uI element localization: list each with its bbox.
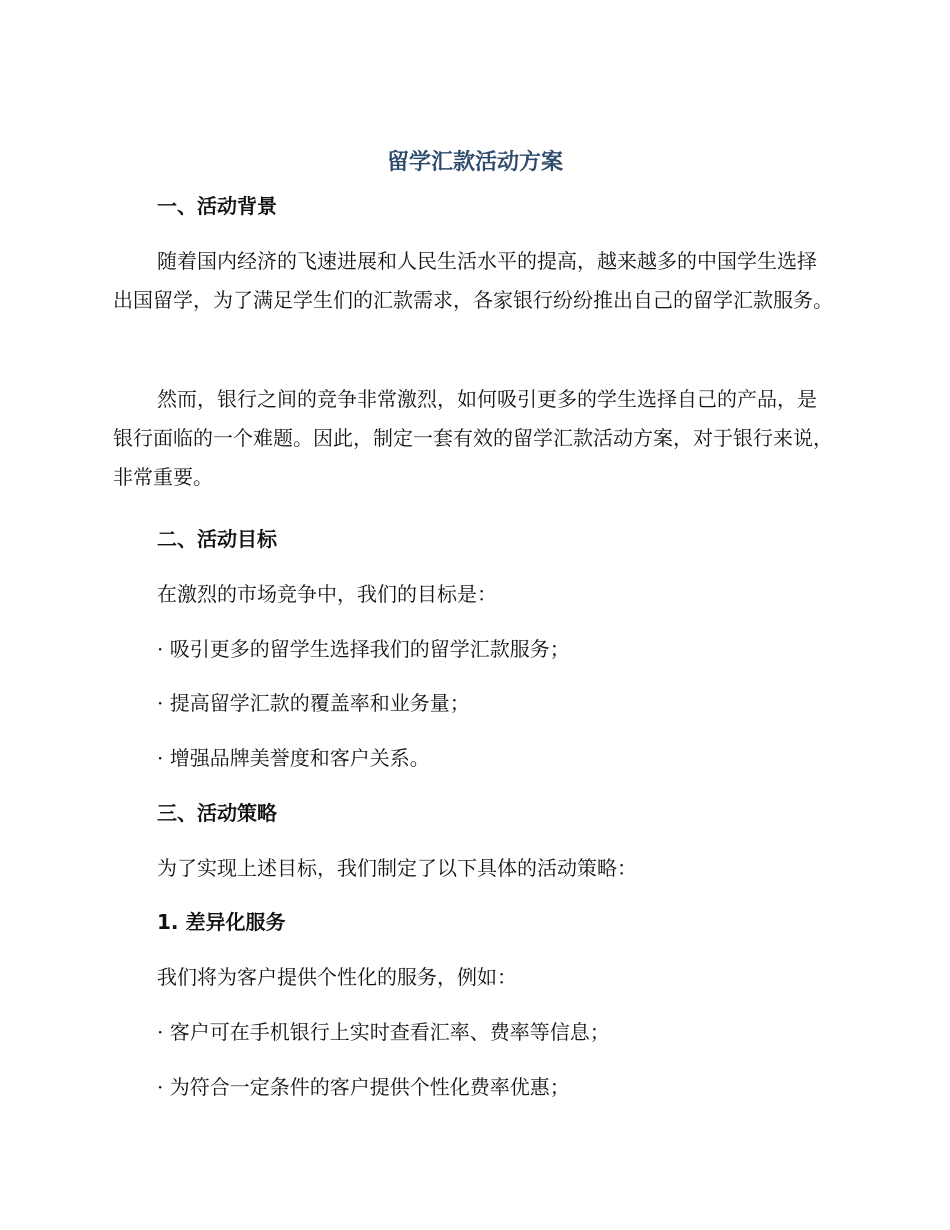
strategy-intro: 为了实现上述目标，我们制定了以下具体的活动策略： <box>157 856 637 880</box>
background-paragraph-2: 然而，银行之间的竞争非常激烈，如何吸引更多的学生选择自己的产品，是银行面临的一个难题。因此，制定一套有效的留学汇款活动方案，对于银行来说，非常重要。 <box>113 387 833 489</box>
goal-item: · 增强品牌美誉度和客户关系。 <box>157 746 430 770</box>
goals-intro: 在激烈的市场竞争中，我们的目标是： <box>157 582 497 606</box>
goal-item: · 吸引更多的留学生选择我们的留学汇款服务； <box>157 637 570 661</box>
goal-item: · 提高留学汇款的覆盖率和业务量； <box>157 691 470 715</box>
service-item: · 客户可在手机银行上实时查看汇率、费率等信息； <box>157 1020 610 1044</box>
section-heading-goals: 二、活动目标 <box>157 527 277 551</box>
background-paragraph-1: 随着国内经济的飞速进展和人民生活水平的提高，越来越多的中国学生选择出国留学，为了满足学生们的汇款需求，各家银行纷纷推出自己的留学汇款服务。 <box>113 249 833 312</box>
subsection-heading-differentiated-service: 1. 差异化服务 <box>157 910 286 934</box>
service-item: · 为符合一定条件的客户提供个性化费率优惠； <box>157 1075 570 1099</box>
differentiated-service-intro: 我们将为客户提供个性化的服务，例如： <box>157 965 517 989</box>
section-heading-strategy: 三、活动策略 <box>157 801 277 825</box>
section-heading-background: 一、活动背景 <box>157 194 277 218</box>
document-title: 留学汇款活动方案 <box>386 150 563 175</box>
